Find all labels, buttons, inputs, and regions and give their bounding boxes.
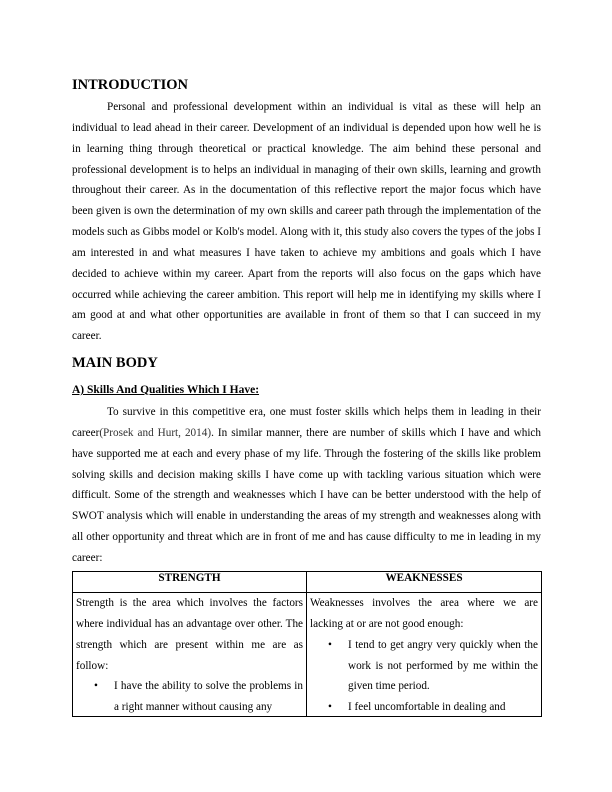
main-body-heading: MAIN BODY <box>72 355 158 371</box>
skills-text-start: To survive in this competitive era, one must foster skills which helps them in leading in their career <box>72 406 541 439</box>
strength-intro: Strength is the area which involves the factors where individual has an advantage over other. The strength which are present within me are as follow: <box>76 597 303 672</box>
list-item: • I have the ability to solve the problems in a right manner without causing any <box>114 676 303 716</box>
bullet-icon: • <box>328 701 332 714</box>
weakness-list <box>310 635 538 716</box>
weaknesses-header: WEAKNESSES <box>307 572 542 593</box>
list-item: • I feel uncomfortable in dealing and <box>348 697 538 716</box>
list-item: • I tend to get angry very quickly when the work is not performed by me within the given time period. <box>348 635 538 698</box>
skills-text-end: . In similar manner, there are number of skills which I have and which have supported me at each and every phase of my life. Through the fostering of the skills like problem solving skills and decision making skills I have come up with tackling various situation which were difficult. Some of the strength and weaknesses which I have can be better understood with the help of SWOT analysis which will enable in understanding the areas of my strength and weaknesses along with all other opportunity and threat which are in front of me and has cause difficulty to me in leading in my career: <box>72 426 541 564</box>
introduction-paragraph <box>72 97 541 347</box>
swot-table <box>72 571 542 717</box>
swot-header-row <box>73 572 542 593</box>
strength-header: STRENGTH <box>73 572 307 593</box>
weakness-intro: Weaknesses involves the area where we are lacking at or are not good enough: <box>310 597 538 630</box>
bullet-icon: • <box>328 638 332 651</box>
strength-list <box>76 676 303 716</box>
introduction-text: Personal and professional development within an individual is vital as these will help an individual to lead ahead in their career. Development of an individual is depended upon how well he is in learning thing through theoretical or practical knowledge. The aim behind these personal and professional development is to helps an individual in managing of their own skills, learning and growth throughout their career. As in the documentation of this reflective report the major focus which have been given is own the determination of my own skills and career path through the implementation of the models such as Gibbs model or Kolb's model. Along with it, this study also covers the types of the jobs I am interested in and what measures I have taken to achieve my ambitions and goals which I have decided to achieve within my career. Apart from the reports will also focus on the gaps which have occurred while achieving the career ambition. This report will help me in identifying my skills where I am good at and what other opportunities are available in front of them so that I can succeed in my career. <box>72 101 541 343</box>
bullet-icon: • <box>94 680 98 693</box>
introduction-heading: INTRODUCTION <box>72 77 189 93</box>
strength-cell <box>73 593 307 717</box>
skills-paragraph <box>72 402 541 569</box>
swot-content-row <box>73 593 542 717</box>
weaknesses-cell <box>307 593 542 717</box>
skills-subheading: A) Skills And Qualities Which I Have: <box>72 384 260 396</box>
citation: (Prosek and Hurt, 2014) <box>99 426 212 439</box>
